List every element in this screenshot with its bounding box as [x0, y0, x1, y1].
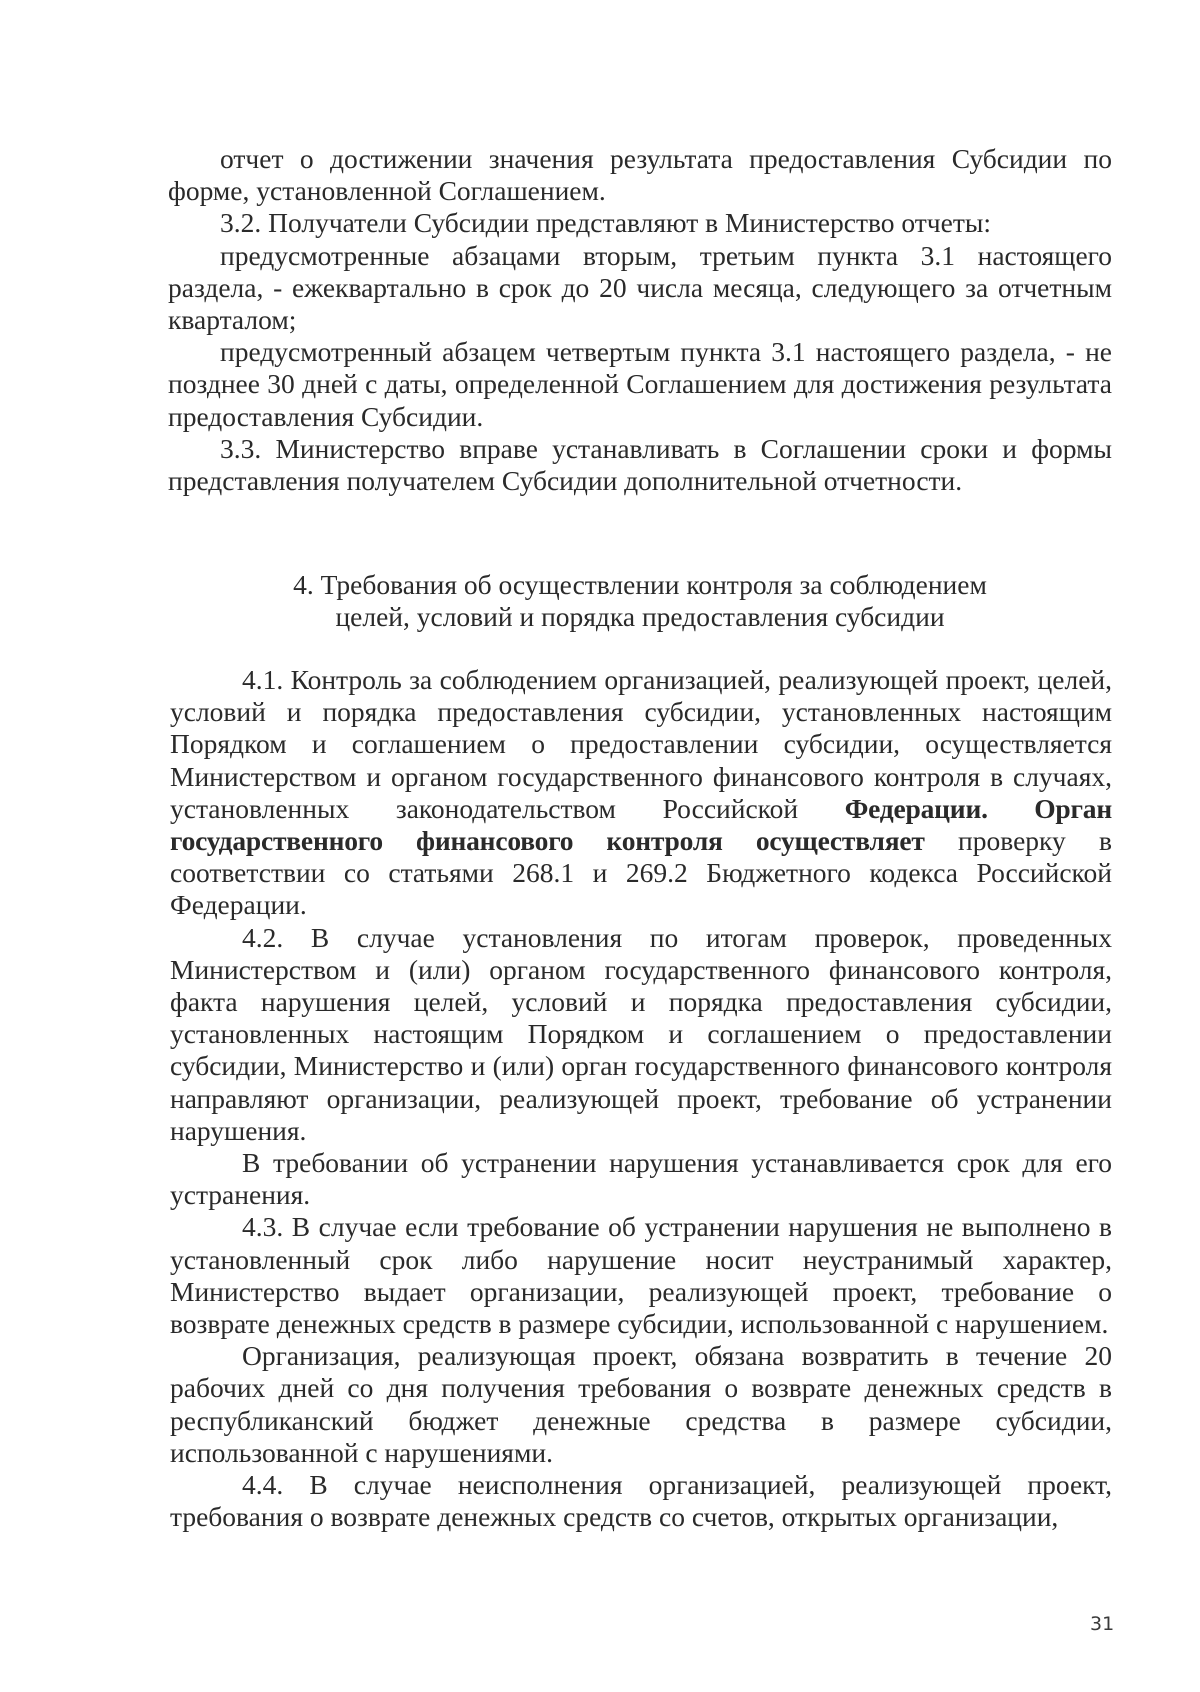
paragraph-3-3: 3.3. Министерство вправе устанавливать в Соглашении сроки и формы представления получателем Субсидии дополнительной отчетности. — [168, 432, 1112, 497]
section-4-heading-line-1: 4. Требования об осуществлении контроля за соблюдением — [293, 569, 987, 600]
paragraph-4-2: 4.2. В случае установления по итогам проверок, проведенных Министерством и (или) органом государственного финансового контроля, факта нарушения целей, условий и порядка предоставления субсидии, установленных настоящим Порядком и соглашением о предоставлении субсидии, Министерство и (или) орган государственного финансового контроля направляют организации, реализующей проект, требование об устранении нарушения. — [170, 921, 1112, 1146]
paragraph-quarterly-reports: предусмотренные абзацами вторым, третьим пункта 3.1 настоящего раздела, - ежеквартально в срок до 20 числа месяца, следующего за отчетным кварталом; — [168, 239, 1112, 336]
paragraph-4-1 — [170, 664, 1112, 922]
section-3-text — [168, 143, 1112, 497]
paragraph-4-1-end: проверку в соответствии со статьями 268.1 и 269.2 Бюджетного кодекса Российской Федерации. — [170, 825, 1113, 921]
section-4-heading-line-2: целей, условий и порядка предоставления субсидии — [335, 601, 945, 632]
paragraph-report-form: отчет о достижении значения результата предоставления Субсидии по форме, установленной Соглашением. — [168, 143, 1112, 207]
paragraph-result-report: предусмотренный абзацем четвертым пункта 3.1 настоящего раздела, - не позднее 30 дней с даты, определенной Соглашением для достижения результата предоставления Субсидии. — [168, 336, 1112, 432]
paragraph-4-1-bold: Федерации. Орган государственного финансового контроля осуществляет — [170, 792, 1112, 857]
paragraph-3-2: 3.2. Получатели Субсидии представляют в Министерство отчеты: — [220, 207, 991, 239]
paragraph-4-4: 4.4. В случае неисполнения организацией, реализующей проект, требования о возврате денежных средств со счетов, открытых организации, — [170, 1469, 1112, 1533]
section-4-text — [170, 664, 1112, 1533]
paragraph-violation-deadline: В требовании об устранении нарушения устанавливается срок для его устранения. — [170, 1147, 1112, 1211]
paragraph-4-1-start: 4.1. Контроль за соблюдением организацией, реализующей проект, целей, условий и порядка предоставления субсидии, установленных настоящим Порядком и соглашением о предоставлении субсидии, осуществляется Министерством и органом государственного финансового контроля в случаях, установленных законодательством Российской — [170, 664, 1112, 824]
page-number: 31 — [1090, 1613, 1115, 1635]
paragraph-4-3: 4.3. В случае если требование об устранении нарушения не выполнено в установленный срок либо нарушение носит неустранимый характер, Министерство выдает организации, реализующей проект, требование о возврате денежных средств в размере субсидии, использованной с нарушением. — [170, 1211, 1112, 1340]
section-4-heading — [168, 569, 1112, 633]
paragraph-refund-obligation: Организация, реализующая проект, обязана возвратить в течение 20 рабочих дней со дня получения требования о возврате денежных средств в республиканский бюджет денежные средства в размере субсидии, использованной с нарушениями. — [170, 1340, 1112, 1468]
